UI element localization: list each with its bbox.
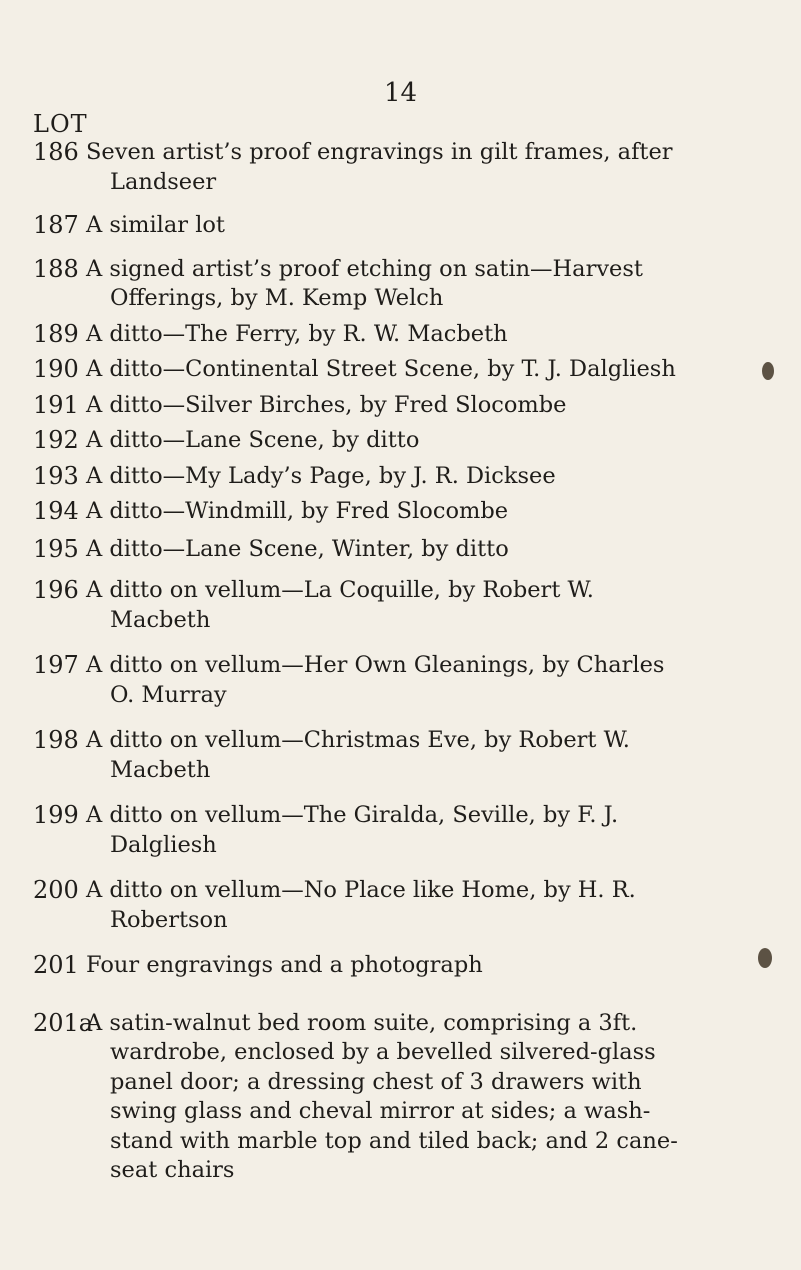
lot-entry — [33, 138, 793, 197]
description-line: A satin-walnut bed room suite, comprising a 3ft. — [86, 1009, 638, 1036]
description-line: Seven artist’s proof engravings in gilt frames, after — [86, 139, 673, 165]
lot-number: 189 — [33, 319, 79, 348]
page-number: 14 — [383, 78, 418, 108]
lot-number: 187 — [33, 211, 79, 239]
description-line: wardrobe, enclosed by a bevelled silvered-glass — [110, 1039, 656, 1065]
lot-entry — [33, 497, 793, 527]
lot-column-header: LOT — [33, 110, 88, 138]
description-line: A ditto—Lane Scene, by ditto — [86, 427, 420, 453]
description-line: A ditto—The Ferry, by R. W. Macbeth — [86, 320, 508, 347]
paper-blemish — [758, 948, 772, 968]
description-line: Offerings, by M. Kemp Welch — [110, 285, 444, 311]
lot-description — [86, 320, 793, 350]
lot-entry — [33, 426, 793, 456]
lot-description — [86, 1009, 793, 1186]
lot-description — [86, 651, 793, 710]
lot-number: 200 — [33, 876, 79, 904]
description-line: A ditto—Windmill, by Fred Slocombe — [86, 498, 509, 524]
description-line: O. Murray — [110, 681, 227, 708]
description-line: A ditto on vellum—Christmas Eve, by Robert W. — [86, 727, 630, 753]
lot-number: 195 — [33, 534, 79, 563]
lot-description — [86, 138, 793, 197]
lot-number: 188 — [33, 254, 79, 283]
description-line: A ditto on vellum—The Giralda, Seville, by F. J. — [86, 802, 619, 828]
lot-entry — [33, 255, 793, 314]
lot-number: 201 — [33, 951, 79, 979]
lot-description — [86, 726, 793, 785]
lot-number: 193 — [33, 461, 79, 490]
lot-entry — [33, 876, 793, 935]
description-line: stand with marble top and tiled back; and 2 cane- — [110, 1127, 678, 1154]
description-line: A ditto—My Lady’s Page, by J. R. Dicksee — [86, 462, 556, 489]
lot-entry — [33, 355, 793, 385]
lot-entry — [33, 1009, 793, 1186]
lot-description — [86, 462, 793, 492]
description-line: Macbeth — [110, 606, 211, 633]
lot-entry — [33, 576, 793, 635]
lot-number: 190 — [33, 355, 79, 383]
lot-number: 198 — [33, 726, 79, 754]
description-line: A ditto on vellum—Her Own Gleanings, by Charles — [86, 652, 665, 678]
description-line: A ditto—Silver Birches, by Fred Slocombe — [86, 391, 567, 418]
lot-entry — [33, 651, 793, 710]
description-line: Landseer — [110, 168, 217, 195]
lot-number: 201a — [33, 1008, 94, 1037]
lot-number: 191 — [33, 390, 79, 419]
lot-description — [86, 576, 793, 635]
lot-description — [86, 801, 793, 860]
description-line: A similar lot — [86, 212, 225, 238]
lot-description — [86, 951, 793, 981]
description-line: A signed artist’s proof etching on satin—Harvest — [86, 255, 643, 282]
lot-description — [86, 535, 793, 565]
description-line: Four engravings and a photograph — [86, 952, 483, 978]
lot-entry — [33, 535, 793, 565]
lot-entry — [33, 320, 793, 350]
lot-entry — [33, 726, 793, 785]
lot-entries — [33, 138, 793, 1186]
description-line: A ditto on vellum—La Coquille, by Robert W. — [86, 577, 594, 603]
lot-number: 199 — [33, 801, 79, 829]
description-line: Macbeth — [110, 756, 211, 783]
lot-description — [86, 426, 793, 456]
lot-entry — [33, 951, 793, 981]
description-line: seat chairs — [110, 1157, 235, 1183]
description-line: A ditto—Continental Street Scene, by T. J. Dalgliesh — [86, 356, 676, 382]
lot-description — [86, 391, 793, 421]
description-line: Robertson — [110, 906, 228, 933]
lot-description — [86, 255, 793, 314]
lot-number: 186 — [33, 138, 79, 166]
lot-description — [86, 211, 793, 241]
description-line: Dalgliesh — [110, 831, 217, 858]
lot-description — [86, 876, 793, 935]
lot-entry — [33, 801, 793, 860]
lot-description — [86, 355, 793, 385]
lot-number: 192 — [33, 426, 79, 454]
description-line: swing glass and cheval mirror at sides; a wash- — [110, 1098, 651, 1124]
lot-number: 197 — [33, 651, 79, 679]
description-line: A ditto—Lane Scene, Winter, by ditto — [86, 535, 509, 562]
lot-entry — [33, 391, 793, 421]
lot-entry — [33, 211, 793, 241]
description-line: panel door; a dressing chest of 3 drawers with — [110, 1068, 642, 1095]
lot-description — [86, 497, 793, 527]
lot-number: 196 — [33, 576, 79, 604]
paper-blemish — [762, 362, 774, 380]
lot-number: 194 — [33, 497, 79, 525]
lot-entry — [33, 462, 793, 492]
description-line: A ditto on vellum—No Place like Home, by H. R. — [86, 877, 636, 903]
